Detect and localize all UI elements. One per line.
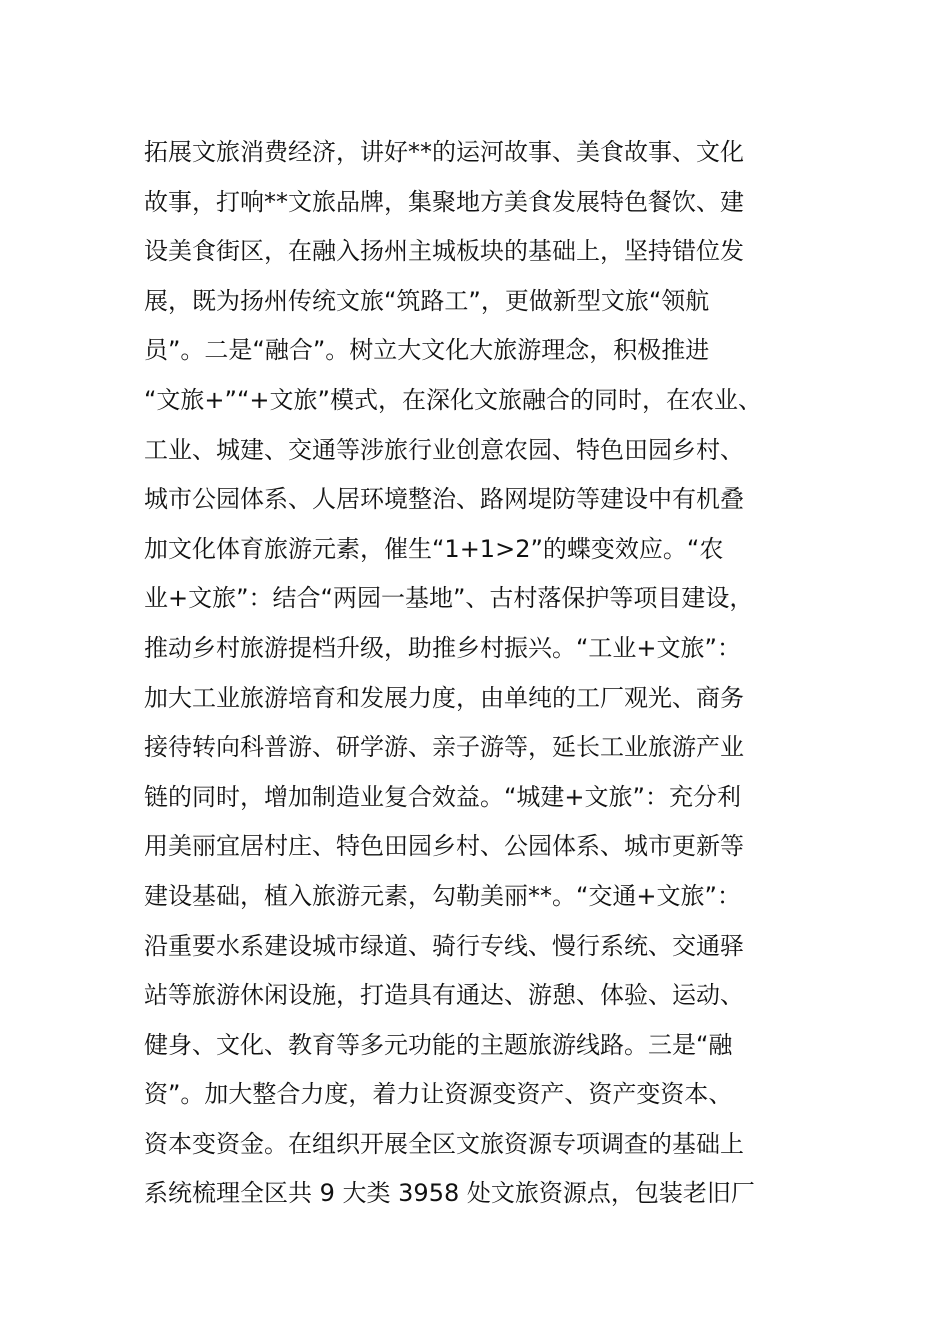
text-line: 员”。二是“融合”。树立大文化大旅游理念，积极推进 bbox=[144, 336, 710, 365]
text-line: 用美丽宜居村庄、特色田园乡村、公园体系、城市更新等 bbox=[144, 832, 744, 861]
text-line: 健身、文化、教育等多元功能的主题旅游线路。三是“融 bbox=[144, 1030, 733, 1059]
text-line: 资”。加大整合力度，着力让资源变资产、资产变资本、 bbox=[144, 1080, 733, 1109]
text-line: 展，既为扬州传统文旅“筑路工”，更做新型文旅“领航 bbox=[144, 286, 710, 315]
body-paragraph bbox=[144, 128, 834, 1219]
text-line: 设美食街区，在融入扬州主城板块的基础上，坚持错位发 bbox=[144, 237, 744, 266]
text-line: 城市公园体系、人居环境整治、路网堤防等建设中有机叠 bbox=[144, 485, 744, 514]
text-line: 工业、城建、交通等涉旅行业创意农园、特色田园乡村、 bbox=[144, 435, 744, 464]
text-line: 业+文旅”：结合“两园一基地”、古村落保护等项目建设， bbox=[144, 584, 754, 613]
text-line: 加大工业旅游培育和发展力度，由单纯的工厂观光、商务 bbox=[144, 683, 744, 712]
text-line: 站等旅游休闲设施，打造具有通达、游憩、体验、运动、 bbox=[144, 981, 744, 1010]
text-line: 加文化体育旅游元素，催生“1+1>2”的蝶变效应。“农 bbox=[144, 534, 724, 563]
text-line: 故事，打响**文旅品牌，集聚地方美食发展特色餐饮、建 bbox=[144, 187, 744, 216]
text-line: 拓展文旅消费经济，讲好**的运河故事、美食故事、文化 bbox=[144, 138, 744, 166]
text-line: 推动乡村旅游提档升级，助推乡村振兴。“工业+文旅”： bbox=[144, 633, 741, 662]
text-line: 接待转向科普游、研学游、亲子游等，延长工业旅游产业 bbox=[144, 733, 744, 762]
text-line: 建设基础，植入旅游元素，勾勒美丽**。“交通+文旅”： bbox=[144, 881, 741, 910]
text-line: 链的同时，增加制造业复合效益。“城建+文旅”：充分利 bbox=[144, 782, 741, 811]
text-line: 资本变资金。在组织开展全区文旅资源专项调查的基础上 bbox=[144, 1129, 744, 1158]
text-line: 沿重要水系建设城市绿道、骑行专线、慢行系统、交通驿 bbox=[144, 931, 744, 960]
text-line: “文旅+”“+文旅”模式，在深化文旅融合的同时，在农业、 bbox=[144, 385, 762, 414]
text-line: 系统梳理全区共 9 大类 3958 处文旅资源点，包装老旧厂 bbox=[144, 1179, 755, 1208]
